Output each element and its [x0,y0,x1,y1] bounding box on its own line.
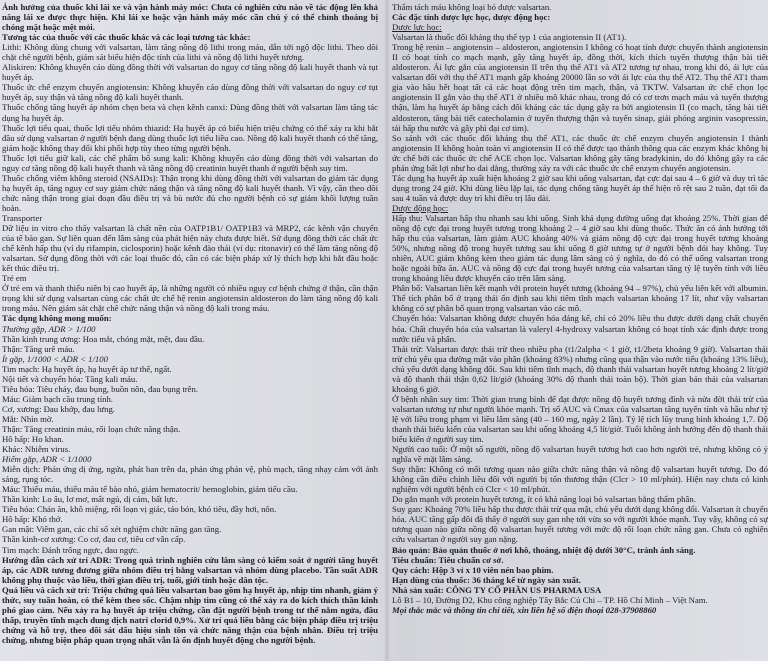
paragraph: Hiếm gặp, ADR < 1/1000 [2,454,92,465]
paragraph: Chuyển hóa: Valsartan không được chuyển hóa đáng kể, chỉ có 20% liều thu được dưới dạng chất chuyển hóa. Chất chuyển hóa của valsartan là valeryl 4-hydroxy valsartan không có hoạt tính xác định được trong nước tiểu và phân. [392,313,768,344]
paragraph: Tiêu hóa: Chán ăn, khô miệng, rối loạn vị giác, táo bón, khó tiêu, đầy hơi, nôn. [2,504,277,515]
paragraph: Người cao tuổi: Ở một số người, nồng độ valsartan huyết tương hơi cao hơn người trẻ, nhưng không có ý nghĩa về mặt lâm sàng. [392,444,768,465]
paragraph: Mắt: Nhìn mờ. [2,413,54,424]
paragraph: Các đặc tính dược lực học, dược động học: [392,12,551,23]
paragraph: Thận: Tăng urê máu. [2,343,75,354]
paragraph: Aliskiren: Không khuyến cáo dùng đồng thời với valsartan do nguy cơ tăng nồng độ kali huyết thanh và tụt huyết áp. [2,62,378,83]
paragraph: Tim mạch: Hạ huyết áp, hạ huyết áp tư thế, ngất. [2,363,172,374]
paragraph: Dược lực học: [392,22,442,33]
paragraph: Lithi: Không dùng chung với valsartan, làm tăng nồng độ lithi trong máu, dẫn tới ngộ độc lithi. Theo dõi chặt chẽ người bệnh, giám sát biểu hiện độc tính của lithi và nồng độ lithi huyết tương. [2,42,378,63]
paragraph: Tương tác của thuốc với các thuốc khác và các loại tương tác khác: [2,32,251,43]
paragraph: Thẩm tách máu không loại bỏ được valsartan. [392,2,552,12]
paragraph: Máu: Thiếu máu, thiếu máu tế bào nhỏ, giảm hematocrit/ hemoglobin, giảm tiểu cầu. [2,484,298,495]
paragraph: Hấp thu: Valsartan hấp thu nhanh sau khi uống. Sinh khả dụng đường uống đạt khoảng 25%. Thời gian để nồng độ cực đại trong huyết tương trong khoảng 2 – 4 giờ sau khi dùng thuốc. Thức ăn có ảnh hưởng tới hấp thu của valsartan, làm giảm AUC khoảng 40% và giảm nồng độ cực đại trong huyết tương khoảng 50%, nhưng nồng độ trong huyết tương sau khi uống 8 giờ tương tự ở người bệnh đói hay không. Tuy nhiên, AUC giảm không kèm theo giảm tác dụng lâm sàng có ý nghĩa, do đó có thể uống valsartan trong hoặc ngoài bữa ăn. AUC và nồng độ cực đại trong huyết tương của valsartan tăng tỷ lệ tuyến tính với liều trong khoảng liều được khuyến cáo trên lâm sàng. [392,212,768,284]
paragraph: Thận: Tăng creatinin máu, rối loạn chức năng thận. [2,423,181,434]
paragraph: Thần kinh: Lo âu, lơ mơ, mất ngủ, dị cảm, bất lực. [2,494,178,505]
paragraph: Thuốc lợi tiểu quai, thuốc lợi tiểu nhóm thiazid: Hạ huyết áp có biểu hiện triệu chứng có thể xảy ra khi bắt đầu sử dụng valsartan ở người bệnh đang dùng thuốc lợi tiểu liều cao. Nồng độ kali huyết thanh có thể tăng, giảm hoặc không thay đổi khi phối hợp tùy theo từng người bệnh. [2,122,378,153]
paragraph: Dược động học: [392,202,449,213]
paragraph: Suy gan: Khoảng 70% liều hấp thu được thải trừ qua mật, chủ yếu dưới dạng không đổi. Valsartan ít chuyển hóa. AUC tăng gấp đôi đã thấy ở người suy gan nhẹ tới vừa so với người khỏe mạnh. Tuy vậy, không có sự tương quan nào giữa nồng độ valsartan huyết tương với mức độ rối loạn chức năng gan. Chưa có nghiên cứu valsartan ở người suy gan nặng. [392,504,768,545]
paragraph: Hô hấp: Khó thở. [2,514,63,525]
right-column [392,2,768,660]
paragraph: Transporter [2,212,43,223]
paragraph: Miễn dịch: Phản ứng dị ứng, ngứa, phát ban trên da, phản ứng phản vệ, phù mạch, tăng nhạy cảm với ánh sáng, rụng tóc. [2,464,378,485]
paragraph: Hướng dẫn cách xử trí ADR: Trong quá trình nghiên cứu lâm sàng có kiểm soát ở người tăng huyết áp, các ADR tương đương giữa nhóm điều trị bằng valsartan và nhóm dùng placebo. Tần suất ADR không phụ thuộc vào liều, thời gian điều trị, tuổi, giới tính hoặc dân tộc. [2,554,378,585]
paragraph: Lô B1 – 10, Đường D2, Khu công nghiệp Tây Bắc Củ Chi – TP. Hồ Chí Minh – Việt Nam. [392,594,708,605]
paragraph: Thuốc lợi tiểu giữ kali, các chế phẩm bổ sung kali: Không khuyến cáo dùng đồng thời với valsartan do nguy cơ tăng nồng độ kali huyết thanh và tăng nồng độ creatinin huyết thanh ở người bệnh suy tim. [2,152,378,173]
paragraph: Thần kinh-cơ xương: Co cơ, đau cơ, tiêu cơ vân cấp. [2,534,186,545]
paragraph: Tác dụng không mong muốn: [2,313,112,324]
paragraph: Thần kinh trung ương: Hoa mắt, chóng mặt, mệt, đau đầu. [2,333,205,344]
paragraph: Tiêu chuẩn: Tiêu chuẩn cơ sở. [392,554,504,565]
paragraph: Ít gặp, 1/1000 < ADR < 1/100 [2,353,108,364]
paragraph: Thường gặp, ADR > 1/100 [2,323,96,334]
paragraph: Quá liều và cách xử trí: Triệu chứng quá liều valsartan bao gồm hạ huyết áp, nhịp tim nhanh, giảm ý thức, suy tuần hoàn, có thể kèm theo sốc. Chậm nhịp tim cũng có thể xảy ra do kích thích thần kinh phó giao cảm. Nếu xảy ra hạ huyết áp triệu chứng, cần đặt người bệnh trong tư thế nằm ngửa, đầu thấp, truyền tĩnh mạch dung dịch natri clorid 0,9%. Xử trí quá liều bằng các biện pháp điều trị triệu chứng và hỗ trợ, theo dõi sát dấu hiệu sinh tồn và chức năng thận của bệnh nhân. Điều trị triệu chứng, nhưng biện pháp quan trọng nhất vẫn là ổn định huyết động cho người bệnh. [2,584,378,645]
paragraph: Phân bố: Valsartan liên kết mạnh với protein huyết tương (khoảng 94 – 97%), chủ yếu liên kết với albumin. Thể tích phân bố ở trạng thái ổn định sau khi tiêm tĩnh mạch valsartan khoảng 17 lít, như vậy valsartan không có sự phân bố quan trọng valsartan vào các mô. [392,283,768,314]
paragraph: Bảo quản: Bảo quản thuốc ở nơi khô, thoáng, nhiệt độ dưới 30°C, tránh ánh sáng. [392,544,696,555]
paragraph: Thuốc chống tăng huyết áp nhóm chẹn beta và chẹn kênh canxi: Dùng đồng thời với valsartan làm tăng tác dụng hạ huyết áp. [2,102,378,123]
paragraph: Thuốc chống viêm không steroid (NSAIDs): Thận trọng khi dùng đồng thời với valsartan do giảm tác dụng hạ huyết áp, tăng nguy cơ suy giảm chức năng thận và tăng nồng độ kali huyết thanh. Vì vậy, cần theo dõi chức năng thận trong giai đoạn đầu điều trị và bù nước đủ cho người bệnh có sự giảm khối lượng tuần hoàn. [2,172,378,213]
paragraph: So sánh với các thuốc đối kháng thụ thể AT1, các thuốc ức chế enzym chuyển angiotensin I thành angiotensin II không hoàn toàn vì angiotensin II có thể được tạo thành thông qua các enzym khác không bị ức chế bởi các thuốc ức chế ACE chọn lọc. Valsartan không gây tăng bradykinin, do đó không gây ra các phản ứng bất lợi như ho dai dẳng, thường xảy ra với các thuốc ức chế enzym chuyển angiotensin. [392,132,768,173]
paragraph: Ở bệnh nhân suy tim: Thời gian trung bình để đạt được nồng độ huyết tương đỉnh và nửa đời thải trừ của valsartan tương tự như người khỏe mạnh. Trị số AUC và Cmax của valsartan tăng tuyến tính và hầu như tỷ lệ với liều trong phạm vi liều lâm sàng (40 – 160 mg, ngày 2 lần). Tỷ lệ tích lũy trung bình khoảng 1,7. Độ thanh thải biểu kiến của valsartan sau khi uống khoảng 4,5 lít/giờ. Tuổi không ảnh hưởng đến độ thanh thải biểu kiến ở người suy tim. [392,393,768,445]
paragraph: Mọi thắc mắc và thông tin chi tiết, xin liên hệ số điện thoại 028-37908860 [392,604,657,615]
paragraph: Hạn dùng của thuốc: 36 tháng kể từ ngày sản xuất. [392,574,581,585]
paragraph: Thải trừ: Valsartan được thải trừ theo nhiều pha (t1/2alpha < 1 giờ, t1/2beta khoảng 9 giờ). Valsartan thải trừ chủ yếu qua đường mật vào phân (khoảng 83%) nhưng cũng qua thận vào nước tiểu (khoảng 13% liều), chủ yếu dưới dạng không đổi. Sau khi tiêm tĩnh mạch, độ thanh thải valsartan huyết tương khoảng 2 lít/giờ và độ thanh thải thận 0,62 lít/giờ (khoảng 30% độ thanh thải toàn bộ). Thời gian bán thải của valsartan khoảng 6 giờ. [392,343,768,394]
paragraph: Valsartan là thuốc đối kháng thụ thể typ 1 của angiotensin II (AT1). [392,32,627,43]
paragraph: Dữ liệu in vitro cho thấy valsartan là chất nền của OATP1B1/ OATP1B3 và MRP2, các kênh vận chuyển của tế bào gan. Sự liên quan đến lâm sàng của phát hiện này chưa được biết. Sử dụng đồng thời các chất ức chế kênh hấp thu (ví dụ rifampin, ciclosporin) hoặc kênh đào thải (ví dụ: ritonavir) có thể làm tăng nồng độ valsartan. Sử dụng đồng thời với các loại thuốc đó, cần có các biện pháp xử lý thích hợp khi bắt đầu hoặc kết thúc điều trị. [2,223,378,274]
paragraph: Gan mật: Viêm gan, các chỉ số xét nghiệm chức năng gan tăng. [2,524,222,535]
paragraph: Thuốc ức chế enzym chuyển angiotensin: Không khuyến cáo dùng đồng thời với valsartan do nguy cơ tụt huyết áp, suy thận và tăng nồng độ kali huyết thanh. [2,82,378,103]
paragraph: Suy thận: Không có mối tương quan nào giữa chức năng thận và nồng độ valsartan huyết tương. Do đó không cần điều chỉnh liều đối với người bị tổn thương thận (Clcr > 10 ml/phút). Hiện nay chưa có kinh nghiệm với người bệnh có Clcr < 10 ml/phút. [392,464,768,495]
left-column [2,2,378,660]
page-fold [384,0,390,661]
paragraph: Máu: Giảm bạch cầu trung tính. [2,393,113,404]
paragraph: Hô hấp: Ho khan. [2,434,64,445]
paragraph: Ảnh hưởng của thuốc khi lái xe và vận hành máy móc: Chưa có nghiên cứu nào về tác động lên khả năng lái xe được thực hiện. Khi lái xe hoặc vận hành máy móc cần chú ý có thể chỉnh thoáng bị chóng mặt hoặc mệt mỏi. [2,2,378,33]
paragraph: Nội tiết và chuyển hóa: Tăng kali máu. [2,373,138,384]
paragraph: Tác dụng hạ huyết áp xuất hiện khoảng 2 giờ sau khi uống valsartan, đạt cực đại sau 4 – 6 giờ và duy trì tác dụng trong 24 giờ. Khi dùng liều lặp lại, tác dụng chống tăng huyết áp thể hiện rõ rệt sau 2 tuần, đạt tối đa sau 4 tuần và được duy trì khi điều trị lâu dài. [392,172,768,203]
paragraph: Trong hệ renin – angiotensin – aldosteron, angiotensin I không có hoạt tính được chuyển thành angiotensin II có hoạt tính co mạch mạnh, gây tăng huyết áp, đồng thời, kích thích tuyến thượng thận bài tiết aldosteron. Ái lực gắn của angiotensin II trên thụ thể AT1 và AT2 tương tự nhau, trong khi đó, ái lực của valsartan đối với thụ thể AT1 mạnh gấp khoảng 20000 lần so với ái lực của thụ thể AT2. Thụ thể AT1 tham gia vào hầu hết hoạt tất cả các hoạt động trên tim mạch, thận, và TKTW. Valsartan ức chế chọn lọc angiotensin II gắn vào thụ thể AT1 ở nhiều mô khác nhau, trong đó có cơ trơn mạch máu và tuyến thượng thận, làm hạ huyết áp bằng cách đối kháng các tác dụng gây ra bởi angiotensin II (co mạch, tăng bài tiết aldosteron, tăng bài tiết catecholamin ở tuyến thượng thận và tuyến sinap, giải phóng arginin vasopressin, tái hấp thu nước và gây phì đại cơ tim). [392,42,768,133]
paragraph: Tim mạch: Đánh trống ngực, đau ngực. [2,544,139,555]
paragraph: Trẻ em [2,273,27,284]
paragraph: Quy cách: Hộp 3 vỉ x 10 viên nén bao phim. [392,564,554,575]
paragraph: Khác: Nhiễm virus. [2,444,71,455]
paragraph: Do gắn mạnh với protein huyết tương, ít có khả năng loại bỏ valsartan bằng thẩm phân. [392,494,696,505]
paragraph: Tiêu hóa: Tiêu chảy, đau bụng, buồn nôn, đau bụng trên. [2,383,199,394]
paragraph: Cơ, xương: Đau khớp, đau lưng. [2,403,115,414]
paragraph: Ở trẻ em và thanh thiếu niên bị cao huyết áp, là những người có nhiều nguy cơ bệnh chứng ở thận, cần thận trọng khi sử dụng valsartan cùng các chất ức chế hệ renin angiotensin aldosteron do làm tăng nồng độ kali trong máu. Nên giám sát chặt chẽ chức năng thận và nồng độ kali trong máu. [2,283,378,314]
paragraph: Nhà sản xuất: CÔNG TY CỔ PHẦN US PHARMA USA [392,584,602,595]
